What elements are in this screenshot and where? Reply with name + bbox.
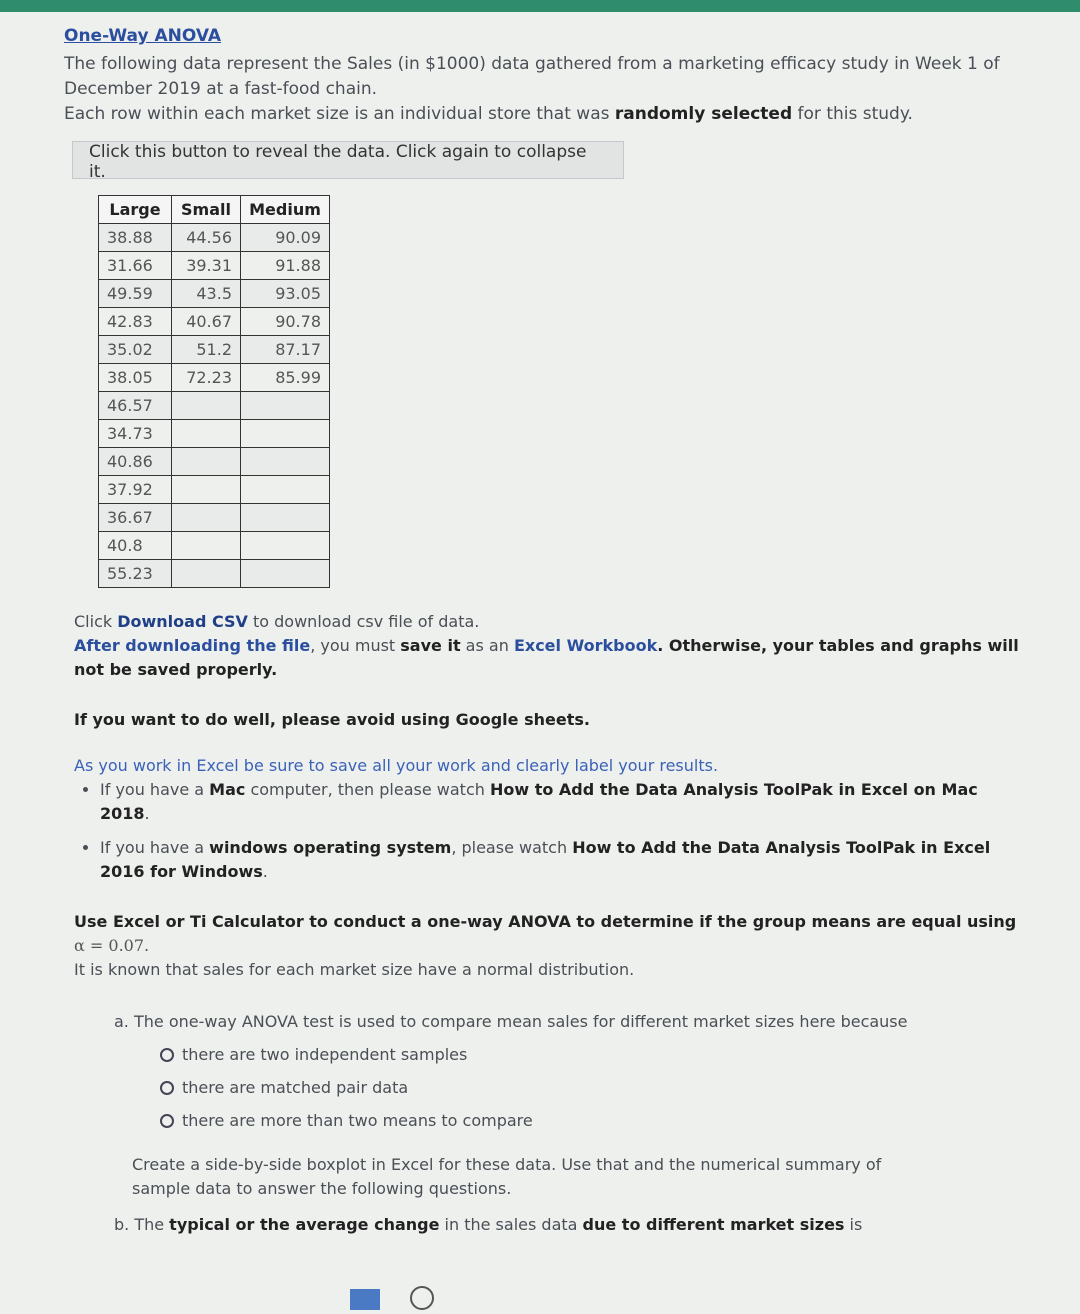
- download-text-after: to download csv file of data.: [247, 612, 480, 631]
- table-cell: [172, 532, 241, 560]
- windows-tip: [100, 836, 1024, 884]
- table-cell: 35.02: [99, 336, 172, 364]
- option-label: there are two independent samples: [182, 1045, 468, 1064]
- table-cell: 40.86: [99, 448, 172, 476]
- radio-icon[interactable]: [160, 1114, 174, 1128]
- bottom-toolbar: [350, 1286, 434, 1314]
- download-text-before: Click: [74, 612, 118, 631]
- boxplot-note: Create a side-by-side boxplot in Excel for these data. Use that and the numerical summary of sample data to answer the following questions.: [132, 1155, 882, 1198]
- excel-tips: [74, 754, 1024, 884]
- table-cell: [172, 504, 241, 532]
- col-header-small: Small: [172, 196, 241, 224]
- col-header-medium: Medium: [241, 196, 330, 224]
- intro-selection-after: for this study.: [792, 104, 913, 124]
- table-cell: [241, 504, 330, 532]
- table-cell: 38.88: [99, 224, 172, 252]
- table-cell: 39.31: [172, 252, 241, 280]
- table-row: [99, 252, 330, 280]
- intro-text: The following data represent the Sales (in $1000) data gathered from a marketing efficacy study in Week 1 of December 2019 at a fast-food chain.: [64, 54, 1000, 99]
- option-matched-pair[interactable]: [160, 1071, 1024, 1104]
- table-cell: 36.67: [99, 504, 172, 532]
- question-a-options: [160, 1038, 1024, 1137]
- table-cell: 90.78: [241, 308, 330, 336]
- download-instructions: [74, 610, 1024, 682]
- table-cell: 93.05: [241, 280, 330, 308]
- save-as-text: as an: [460, 636, 514, 655]
- col-header-large: Large: [99, 196, 172, 224]
- windows-tip-end: .: [262, 862, 268, 881]
- question-b-bold2: due to different market sizes: [582, 1215, 845, 1234]
- windows-tip-before: If you have a: [100, 838, 210, 857]
- warning-bold: Google sheets: [455, 710, 584, 729]
- google-sheets-warning: [74, 708, 1024, 732]
- data-table-body: [99, 224, 330, 588]
- table-cell: 38.05: [99, 364, 172, 392]
- table-cell: 42.83: [99, 308, 172, 336]
- table-row: [99, 504, 330, 532]
- instructions-line: Use Excel or Ti Calculator to conduct a one-way ANOVA to determine if the group means are equal using: [74, 912, 1017, 931]
- mac-tip-mid: computer, then please watch: [245, 780, 490, 799]
- after-download-text: After downloading the file: [74, 636, 311, 655]
- question-b-mid: in the sales data: [439, 1215, 583, 1234]
- table-cell: [241, 476, 330, 504]
- top-bar: [0, 0, 1080, 12]
- table-cell: 49.59: [99, 280, 172, 308]
- table-row: [99, 336, 330, 364]
- windows-tip-mid: , please watch: [451, 838, 573, 857]
- option-two-independent[interactable]: [160, 1038, 1024, 1071]
- save-it-text: save it: [400, 636, 461, 655]
- table-cell: [172, 448, 241, 476]
- reveal-data-button[interactable]: Click this button to reveal the data. Click again to collapse it.: [72, 141, 624, 179]
- table-cell: [172, 476, 241, 504]
- table-cell: 90.09: [241, 224, 330, 252]
- mac-tip-before: If you have a: [100, 780, 210, 799]
- windows-tip-bold: windows operating system: [209, 838, 452, 857]
- alpha-value: α = 0.07.: [74, 936, 150, 955]
- mac-tip-end: .: [144, 804, 150, 823]
- table-row: [99, 532, 330, 560]
- radio-icon[interactable]: [160, 1081, 174, 1095]
- mac-video-link[interactable]: How to Add the Data Analysis ToolPak in Excel on Mac 2018: [100, 780, 978, 823]
- table-cell: 31.66: [99, 252, 172, 280]
- excel-workbook-text: Excel Workbook: [513, 636, 658, 655]
- table-cell: [172, 392, 241, 420]
- question-b-before: b. The: [114, 1215, 170, 1234]
- table-row: [99, 476, 330, 504]
- table-cell: [241, 448, 330, 476]
- table-row: [99, 308, 330, 336]
- table-cell: [172, 420, 241, 448]
- table-row: [99, 364, 330, 392]
- anova-instructions: [74, 910, 1024, 982]
- tips-lead: As you work in Excel be sure to save all your work and clearly label your results.: [74, 756, 719, 775]
- normality-note: It is known that sales for each market size have a normal distribution.: [74, 960, 635, 979]
- warning-after: .: [583, 710, 590, 729]
- intro-selection-bold: randomly selected: [614, 104, 793, 124]
- data-table: [98, 195, 330, 588]
- table-cell: 43.5: [172, 280, 241, 308]
- table-row: [99, 224, 330, 252]
- table-cell: 87.17: [241, 336, 330, 364]
- intro-selection: [64, 102, 1024, 127]
- table-cell: 44.56: [172, 224, 241, 252]
- table-cell: 46.57: [99, 392, 172, 420]
- table-row: [99, 448, 330, 476]
- table-cell: [241, 560, 330, 588]
- question-a: a. The one-way ANOVA test is used to compare mean sales for different market sizes here because: [114, 1012, 908, 1031]
- save-warning-text: . Otherwise, your tables and graphs will not be saved properly.: [74, 636, 1019, 679]
- table-cell: [241, 420, 330, 448]
- table-cell: 91.88: [241, 252, 330, 280]
- download-csv-link[interactable]: Download CSV: [117, 612, 248, 631]
- windows-video-link[interactable]: How to Add the Data Analysis ToolPak in Excel 2016 for Windows: [100, 838, 991, 881]
- mac-tip-bold: Mac: [209, 780, 246, 799]
- content: [64, 26, 1024, 1237]
- question-b-bold1: typical or the average change: [169, 1215, 440, 1234]
- table-cell: [241, 532, 330, 560]
- question-b: [114, 1213, 1024, 1237]
- page-title: One-Way ANOVA: [64, 26, 222, 46]
- circle-icon[interactable]: [410, 1286, 434, 1310]
- table-cell: 40.67: [172, 308, 241, 336]
- intro-selection-before: Each row within each market size is an individual store that was: [64, 104, 615, 124]
- table-cell: 85.99: [241, 364, 330, 392]
- table-cell: [172, 560, 241, 588]
- warning-before: If you want to do well, please avoid using: [74, 710, 456, 729]
- option-label: there are matched pair data: [182, 1078, 409, 1097]
- table-cell: 37.92: [99, 476, 172, 504]
- table-row: [99, 392, 330, 420]
- mac-tip: [100, 778, 1024, 826]
- table-cell: 51.2: [172, 336, 241, 364]
- table-cell: 55.23: [99, 560, 172, 588]
- option-more-than-two[interactable]: [160, 1104, 1024, 1137]
- table-row: [99, 420, 330, 448]
- option-label: there are more than two means to compare: [182, 1111, 533, 1130]
- question-b-after: is: [844, 1215, 863, 1234]
- table-cell: 34.73: [99, 420, 172, 448]
- table-cell: [241, 392, 330, 420]
- table-row: [99, 280, 330, 308]
- radio-icon[interactable]: [160, 1048, 174, 1062]
- table-cell: 72.23: [172, 364, 241, 392]
- table-row: [99, 560, 330, 588]
- after-download-mid: , you must: [310, 636, 401, 655]
- table-cell: 40.8: [99, 532, 172, 560]
